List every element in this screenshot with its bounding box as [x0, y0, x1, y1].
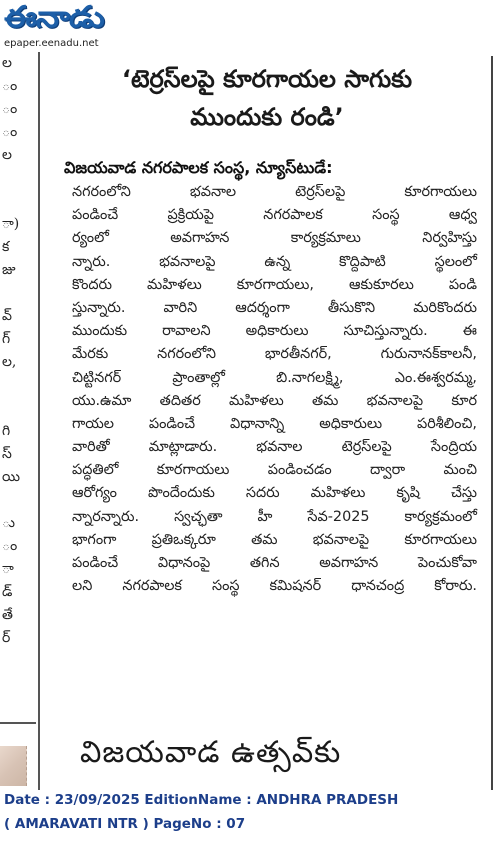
prev-column-fragment: తే — [2, 607, 13, 623]
body-line: ముందుకు రావాలని అధికారులు సూచిస్తున్నారు. ఈ — [72, 323, 477, 340]
prev-column-fragment: ల — [2, 147, 12, 163]
masthead-url[interactable]: epaper.eenadu.net — [4, 38, 99, 49]
prev-column-fragment: ం — [2, 101, 18, 117]
body-line: కొందరు మహిళలు కూరగాయలు, ఆకుకూరలు పండి — [72, 276, 477, 293]
eenadu-logo[interactable]: ఈనాడు — [4, 0, 104, 35]
adjacent-photo — [0, 746, 27, 786]
prev-column-fragment: డ్ — [2, 584, 13, 600]
prev-column-fragment — [0, 489, 30, 512]
prev-column-fragment: వ్ — [2, 308, 12, 324]
body-line: గాయల పండించే విధానాన్ని అధికారులు పరిశీలించి, — [72, 415, 477, 432]
prev-column-fragment: ా) — [2, 216, 20, 232]
body-line: స్తున్నారు. వారిని ఆదర్శంగా తీసుకొని మరికొందరు — [72, 299, 477, 316]
body-line: వారితో మాట్లాడారు. భవనాల టెర్రస్‌లపై సేంద్రియ — [72, 439, 477, 456]
prev-column-fragment: ల — [2, 55, 12, 71]
headline-line-2: ముందుకు రండి’ — [190, 103, 344, 131]
article-dateline: విజయవాడ నగరపాలక సంస్థ, న్యూస్‌టుడే: — [64, 158, 333, 177]
body-line: పద్ధతిలో కూరగాయలు పండించడం ద్వారా మంచి — [72, 462, 477, 479]
column-divider — [0, 722, 36, 724]
body-line: ర్యంలో అవగాహన కార్యక్రమాలు నిర్వహిస్తు — [72, 230, 477, 247]
prev-column-fragment: ం — [2, 124, 18, 140]
next-article-headline: విజయవాడ ఉత్సవ్‌కు — [80, 735, 342, 770]
footer-page-info: ( AMARAVATI NTR ) PageNo : 07 — [4, 816, 246, 832]
prev-column-fragment — [0, 374, 30, 397]
body-line: నగరంలోని భవనాల టెర్రస్‌లపై కూరగాయలు — [72, 184, 477, 200]
article-headline — [44, 60, 490, 136]
prev-column-fragment: ా — [2, 561, 14, 577]
body-line: న్నారు. భవనాలపై ఉన్న కొద్దిపాటి స్థలంలో — [72, 253, 477, 270]
prev-column-fragment: స్ — [2, 446, 12, 462]
article-body — [72, 181, 477, 598]
body-line: భాగంగా ప్రతిఒక్కరూ తమ భవనాలపై కూరగాయలు — [72, 531, 477, 548]
body-line: న్నారన్నారు. స్వచ్ఛతా హీ సేవ-2025 కార్యక్రమంలో — [72, 508, 477, 525]
prev-column-fragment: ర్ — [2, 630, 11, 646]
prev-column-fragment: క — [2, 239, 10, 255]
prev-column-fragment — [0, 190, 30, 213]
prev-column-fragment — [0, 282, 30, 305]
body-line: యు.ఉమా తదితర మహిళలు తమ భవనాలపై కూర — [72, 392, 477, 409]
body-line: చిట్టినగర్ ప్రాంతాల్లో బి.నాగలక్ష్మి, ఎం.ఈశ్వరమ్మ, — [72, 369, 477, 386]
prev-column-fragment: ల, — [2, 354, 17, 370]
prev-column-fragment: యి — [2, 469, 21, 485]
prev-column-fragment — [0, 650, 30, 673]
edition-footer — [0, 790, 499, 868]
body-line: లని నగరపాలక సంస్థ కమిషనర్ ధానచంద్ర కోరారు. — [72, 578, 477, 595]
footer-date-edition: Date : 23/09/2025 EditionName : ANDHRA PRADESH — [4, 792, 399, 808]
prev-column-fragment: ు — [2, 515, 15, 531]
prev-column-fragment: గ్ — [2, 331, 11, 347]
previous-article-column — [0, 52, 30, 720]
body-line: పండించే విధానంపై తగిన అవగాహన పెంచుకోవా — [72, 555, 477, 571]
prev-column-fragment — [0, 167, 30, 190]
masthead — [0, 0, 150, 56]
body-line: ఆరోగ్యం పొందేందుకు సదరు మహిళలు కృషి చేస్తు — [72, 485, 477, 502]
prev-column-fragment — [0, 397, 30, 420]
prev-column-fragment: జు — [2, 262, 16, 278]
headline-line-1: ‘టెర్రస్‌లపై కూరగాయల సాగుకు — [121, 65, 413, 93]
column-rule — [491, 56, 493, 790]
prev-column-fragment: ం — [2, 78, 18, 94]
body-line: మేరకు నగరంలోని భారతీనగర్, గురునానక్‌కాలనీ, — [72, 346, 477, 363]
prev-column-fragment: గి — [2, 423, 11, 439]
body-line: పండించే ప్రక్రియపై నగరపాలక సంస్థ ఆధ్వ — [72, 207, 477, 224]
prev-column-fragment: ం — [2, 538, 18, 554]
